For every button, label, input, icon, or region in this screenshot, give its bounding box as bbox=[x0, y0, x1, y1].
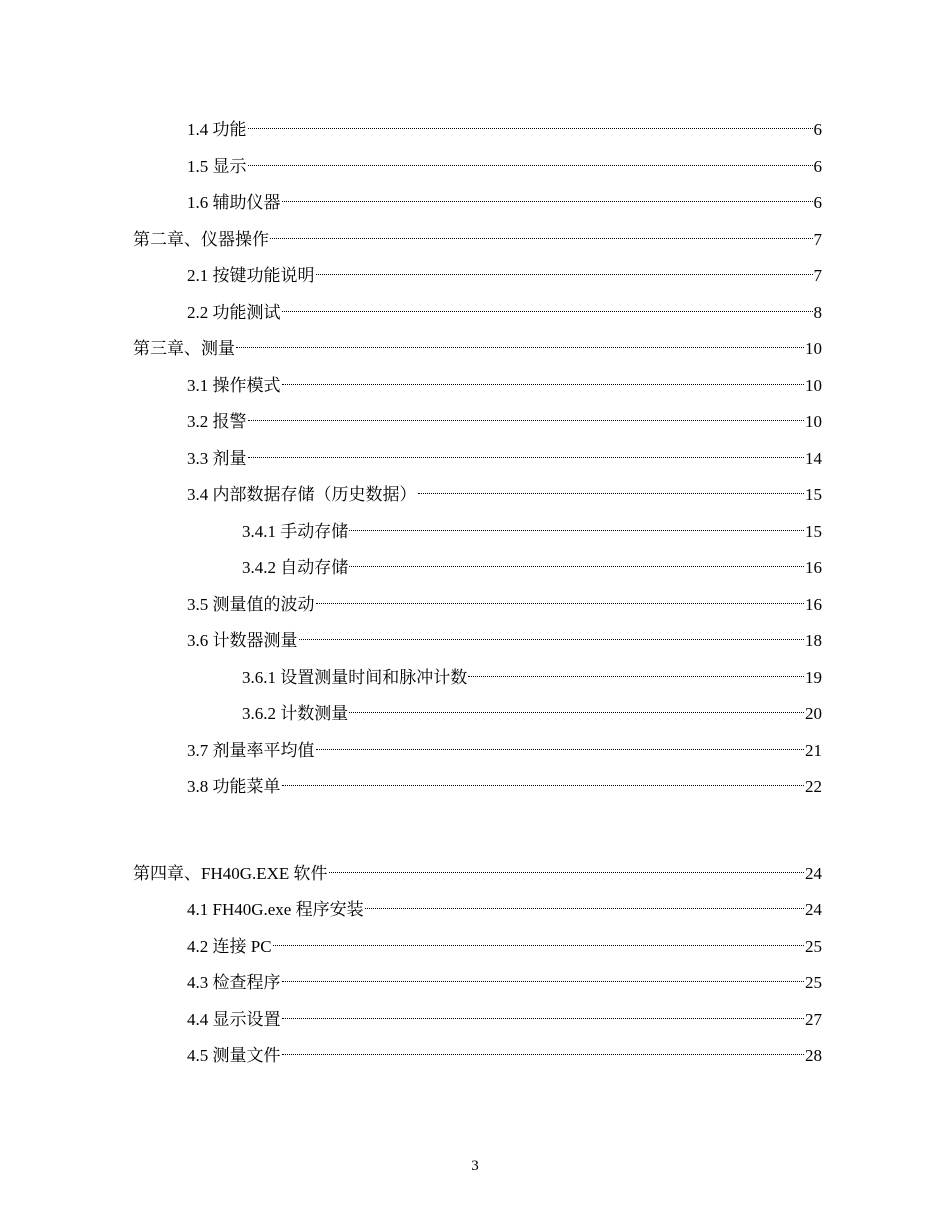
toc-entry[interactable] bbox=[187, 257, 822, 285]
toc-entry-title: 3.8 功能菜单 bbox=[187, 777, 281, 796]
toc-entry-title: 3.1 操作模式 bbox=[187, 375, 281, 395]
toc-entry-title: 2.2 功能测试 bbox=[187, 302, 281, 322]
toc-entry-page-number: 25 bbox=[805, 973, 822, 992]
toc-entry[interactable] bbox=[187, 964, 822, 992]
toc-entry-title: 3.2 报警 bbox=[187, 412, 247, 431]
toc-dot-leader bbox=[316, 732, 805, 756]
toc-entry-page-number: 16 bbox=[805, 558, 822, 577]
toc-dot-leader bbox=[316, 586, 805, 610]
toc-entry-title: 3.7 剂量率平均值 bbox=[187, 740, 315, 760]
toc-dot-leader bbox=[282, 294, 813, 318]
toc-entry-page-number: 15 bbox=[805, 485, 822, 504]
toc-entry-page-number: 6 bbox=[813, 120, 822, 139]
toc-entry[interactable] bbox=[187, 622, 822, 650]
toc-entry-title: 4.5 测量文件 bbox=[187, 1046, 281, 1065]
toc-entry-page-number: 22 bbox=[805, 777, 822, 796]
toc-entry-title: 1.4 功能 bbox=[187, 120, 247, 139]
page-number: 3 bbox=[471, 1158, 479, 1174]
toc-dot-leader bbox=[282, 768, 805, 792]
toc-entry[interactable] bbox=[187, 928, 822, 956]
toc-entry[interactable] bbox=[187, 294, 822, 322]
toc-entry[interactable] bbox=[187, 1037, 822, 1065]
toc-entry-page-number: 27 bbox=[805, 1009, 822, 1029]
toc-entry-page-number: 18 bbox=[805, 631, 822, 650]
toc-dot-leader bbox=[236, 330, 804, 354]
toc-entry[interactable] bbox=[133, 330, 822, 358]
toc-entry-page-number: 15 bbox=[805, 521, 822, 541]
toc-entry-page-number: 24 bbox=[805, 900, 822, 919]
toc-entry[interactable] bbox=[187, 768, 822, 796]
toc-dot-leader bbox=[282, 1001, 805, 1025]
toc-entry[interactable] bbox=[187, 184, 822, 212]
toc-entry[interactable] bbox=[187, 586, 822, 614]
toc-entry-title: 4.3 检查程序 bbox=[187, 973, 281, 992]
toc-entry[interactable] bbox=[133, 855, 822, 883]
toc-entry-title: 1.6 辅助仪器 bbox=[187, 193, 281, 212]
toc-dot-leader bbox=[248, 440, 805, 464]
toc-entry-title: 第二章、仪器操作 bbox=[133, 229, 269, 249]
toc-dot-leader bbox=[349, 695, 804, 719]
toc-entry[interactable] bbox=[187, 1001, 822, 1029]
toc-entry-title: 3.6.1 设置测量时间和脉冲计数 bbox=[242, 667, 468, 687]
toc-entry[interactable] bbox=[133, 221, 822, 249]
toc-entry-page-number: 10 bbox=[805, 412, 822, 431]
toc-entry-title: 第四章、FH40G.EXE 软件 bbox=[133, 863, 328, 883]
toc-entry-page-number: 21 bbox=[805, 740, 822, 760]
toc-entry[interactable] bbox=[187, 148, 822, 176]
toc-entry-title: 3.4 内部数据存储（历史数据） bbox=[187, 485, 417, 504]
toc-entry-page-number: 20 bbox=[805, 704, 822, 723]
toc-dot-leader bbox=[248, 403, 805, 427]
toc-entry-page-number: 24 bbox=[805, 863, 822, 883]
toc-dot-leader bbox=[349, 549, 804, 573]
toc-entry-page-number: 10 bbox=[805, 375, 822, 395]
toc-dot-leader bbox=[282, 184, 813, 208]
toc-dot-leader bbox=[349, 513, 804, 537]
toc-entry-title: 第三章、测量 bbox=[133, 339, 235, 358]
toc-entry-page-number: 14 bbox=[805, 448, 822, 468]
toc-dot-leader bbox=[329, 855, 804, 879]
toc-dot-leader bbox=[273, 928, 804, 952]
toc-entry[interactable] bbox=[242, 659, 822, 687]
toc-entry[interactable] bbox=[242, 513, 822, 541]
toc-entry-page-number: 7 bbox=[813, 229, 822, 249]
toc-dot-leader bbox=[282, 964, 805, 988]
toc-entry-page-number: 6 bbox=[813, 193, 822, 212]
toc-entry-page-number: 28 bbox=[805, 1046, 822, 1065]
toc-entry-page-number: 25 bbox=[805, 936, 822, 956]
toc-entry-title: 4.1 FH40G.exe 程序安装 bbox=[187, 900, 364, 919]
toc-dot-leader bbox=[299, 622, 805, 646]
toc-dot-leader bbox=[316, 257, 813, 281]
toc-entry-page-number: 7 bbox=[813, 266, 822, 285]
toc-dot-leader bbox=[365, 891, 804, 915]
toc-dot-leader bbox=[282, 367, 805, 391]
toc-entry-page-number: 10 bbox=[805, 339, 822, 358]
toc-entry-title: 1.5 显示 bbox=[187, 156, 247, 176]
toc-dot-leader bbox=[248, 148, 813, 172]
toc-entry[interactable] bbox=[187, 476, 822, 504]
toc-entry-title: 3.4.2 自动存储 bbox=[242, 558, 349, 577]
toc-dot-leader bbox=[282, 1037, 805, 1061]
toc-entry-title: 3.6.2 计数测量 bbox=[242, 704, 349, 723]
toc-entry[interactable] bbox=[187, 111, 822, 139]
toc-entry-title: 3.5 测量值的波动 bbox=[187, 594, 315, 614]
toc-entry-title: 4.4 显示设置 bbox=[187, 1009, 281, 1029]
toc-entry[interactable] bbox=[187, 891, 822, 919]
toc-entry[interactable] bbox=[187, 367, 822, 395]
toc-entry-title: 4.2 连接 PC bbox=[187, 936, 272, 956]
toc-entry-title: 3.3 剂量 bbox=[187, 448, 247, 468]
toc-dot-leader bbox=[418, 476, 805, 500]
toc-entry[interactable] bbox=[187, 732, 822, 760]
toc-dot-leader bbox=[270, 221, 813, 245]
toc-entry-title: 3.6 计数器测量 bbox=[187, 631, 298, 650]
toc-entry[interactable] bbox=[187, 403, 822, 431]
toc-entry-title: 2.1 按键功能说明 bbox=[187, 266, 315, 285]
toc-dot-leader bbox=[468, 659, 804, 683]
toc-entry[interactable] bbox=[242, 549, 822, 577]
toc-entry[interactable] bbox=[187, 440, 822, 468]
toc-entry-title: 3.4.1 手动存储 bbox=[242, 521, 349, 541]
toc-entry[interactable] bbox=[242, 695, 822, 723]
toc-entry-page-number: 19 bbox=[805, 667, 822, 687]
toc-dot-leader bbox=[248, 111, 813, 135]
toc-entry-page-number: 6 bbox=[813, 156, 822, 176]
toc-entry-page-number: 16 bbox=[805, 594, 822, 614]
toc-entry-page-number: 8 bbox=[813, 302, 822, 322]
